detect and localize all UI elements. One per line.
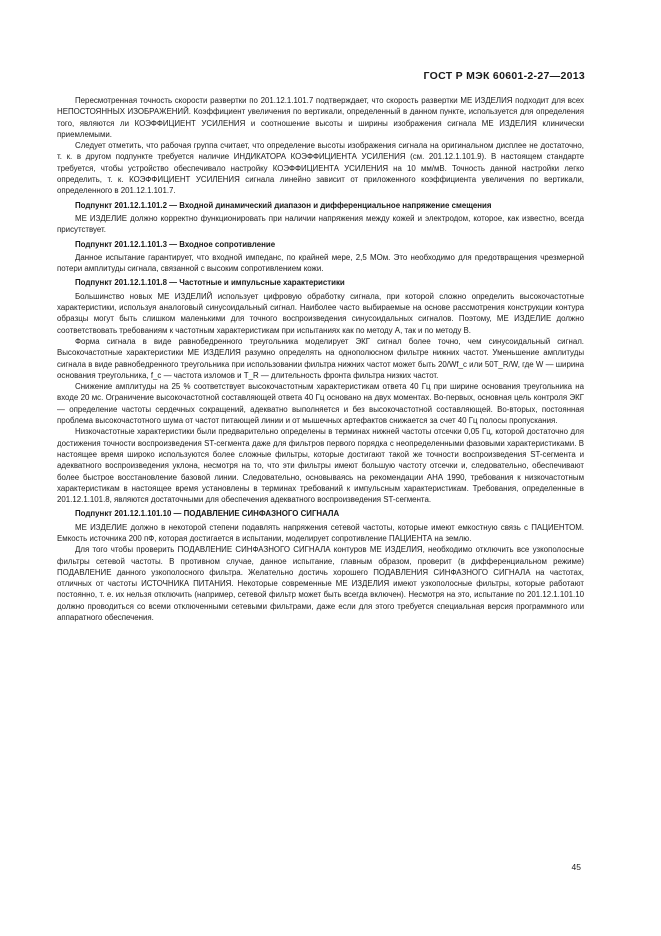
document-header: ГОСТ Р МЭК 60601-2-27—2013 (423, 70, 585, 82)
subclause-heading: Подпункт 201.12.1.101.8 — Частотные и импульсные характеристики (75, 278, 345, 288)
paragraph: Снижение амплитуды на 25 % соответствует высокочастотным характеристикам ответа 40 Гц при ширине основания треугольника на входе 20 мс. Ограничение высокочастотной составляющей ответа 40 Гц основано на двух моментах. Во-первых, основная цель контроля ЭКГ — определение частоты сердечных сокращений, адекватно выполняется и без высокочастотной составляющей. Во-вторых, постоянная проблема высокочастотного шума от частот питающей линии и от мышечных артефактов снижается за счет 40 Гц полосы пропускания. (57, 382, 584, 426)
paragraph: МЕ ИЗДЕЛИЕ должно в некоторой степени подавлять напряжения сетевой частоты, которые имеют емкостную связь с ПАЦИЕНТОМ. Емкость источника 200 пФ, которая достигается в испытании, моделирует сопротивление ПАЦИЕНТА на землю. (57, 522, 584, 543)
paragraph: Большинство новых МЕ ИЗДЕЛИЙ использует цифровую обработку сигнала, при которой сложно определить высокочастотные характеристики, используя аналоговый синусоидальный сигнал. Наиболее часто выбираемые на основе рассмотрения конструкции контура образцы могут быть слишком маленькими для точного воспроизведения синусоидальных сигналов. Поэтому, МЕ ИЗДЕЛИЕ должно соответствовать требованиям к частотным характеристикам при испытаниях как по методу А, так и по методу В. (57, 291, 584, 335)
paragraph: Низкочастотные характеристики были предварительно определены в терминах нижней частоты отсечки 0,05 Гц, которой достаточно для достижения точности воспроизведения ST-сегмента даже для фильтров первого порядка с неопределенными фазовыми характеристиками. В настоящее время широко используются более сложные фильтры, которые достигают такой же точности воспроизведения ST-сегмента и адекватного воспроизведения уклона, несмотря на то, что эти фильтры имеют большую частоту отсечки и, следовательно, обеспечивают более быстрое восстановление базовой линии. Следовательно, основываясь на рекомендации АНА 1990, требования к низкочастотным характеристикам в настоящее время установлены в терминах требований к импульсным характеристикам. Требования, определенные в 201.12.1.101.8, являются достаточными для обеспечения адекватного воспроизведения ST-сегмента. (57, 427, 584, 505)
paragraph: Форма сигнала в виде равнобедренного треугольника моделирует ЭКГ сигнал более точно, чем синусоидальный сигнал. Высокочастотные характеристики МЕ ИЗДЕЛИЯ разумно определять на однополюсном фильтре нижних частот. Уменьшение амплитуды сигнала в виде равнобедренного треугольника при использовании фильтра нижних частот может быть 20/Wf_c или 50T_R/W, где W — ширина основания треугольника, f_c — частота изломов и T_R — длительность фронта фильтра низких частот. (57, 336, 584, 380)
paragraph: Пересмотренная точность скорости развертки по 201.12.1.101.7 подтверждает, что скорость развертки МЕ ИЗДЕЛИЯ подходит для всех НЕПОСТОЯННЫХ ИЗОБРАЖЕНИЙ. Коэффициент увеличения по вертикали, определенный в данном пункте, используется для определения того, являются ли КОЭФФИЦИЕНТ УСИЛЕНИЯ и соотношение высоты и ширины изображения сигнала МЕ ИЗДЕЛИЯ клинически приемлемыми. (57, 96, 584, 139)
subclause-heading: Подпункт 201.12.1.101.2 — Входной динамический диапазон и дифференциальное напряжение смещения (75, 200, 492, 210)
subclause-heading: Подпункт 201.12.1.101.10 — ПОДАВЛЕНИЕ СИНФАЗНОГО СИГНАЛА (75, 509, 340, 519)
paragraph: МЕ ИЗДЕЛИЕ должно корректно функционировать при наличии напряжения между кожей и электродом, которое, как известно, всегда присутствует. (57, 213, 584, 235)
paragraph: Следует отметить, что рабочая группа считает, что определение высоты изображения сигнала на оригинальном дисплее не достаточно, т. к. в другом подпункте требуется наличие ИНДИКАТОРА КОЭФФИЦИЕНТА УСИЛЕНИЯ (см. 201.12.1.101.9). В настоящем стандарте требуется, чтобы устройство обеспечивало настройку КОЭФФИЦИЕНТА УСИЛЕНИЯ на 10 мм/мВ. Точность данной настройки легко определить, т. к. КОЭФФИЦИЕНТ УСИЛЕНИЯ сигнала линейно зависит от приложенного коэффициента увеличения по вертикали, определенного в 201.12.1.101.7. (57, 141, 584, 196)
subclause-heading: Подпункт 201.12.1.101.3 — Входное сопротивление (75, 239, 276, 249)
page-number: 45 (571, 862, 581, 872)
paragraph: Для того чтобы проверить ПОДАВЛЕНИЕ СИНФАЗНОГО СИГНАЛА контуров МЕ ИЗДЕЛИЯ, необходимо отключить все узкополосные фильтры сетевой частоты. В противном случае, данное испытание, главным образом, проверит (в дифференциальном режиме) ПОДАВЛЕНИЕ данного узкополосного фильтра. Желательно достичь хорошего ПОДАВЛЕНИЯ СИНФАЗНОГО СИГНАЛА на частотах, отличных от частоты ИСТОЧНИКА ПИТАНИЯ. Некоторые современные МЕ ИЗДЕЛИЯ имеют узкополосные фильтры, которые работают постоянно, т. е. их нельзя отключить (например, сетевой фильтр может быть всегда включен). Несмотря на это, испытание по 201.12.1.101.10 должно проводиться со всеми отключенными сетевыми фильтрами, даже если для этого требуется специальная версия программного или аппаратного обеспечения. (57, 545, 584, 623)
paragraph: Данное испытание гарантирует, что входной импеданс, по крайней мере, 2,5 МОм. Это необходимо для предотвращения чрезмерной потери амплитуды сигнала, связанной с высоким сопротивлением кожи. (57, 252, 584, 274)
document-body (57, 95, 584, 623)
